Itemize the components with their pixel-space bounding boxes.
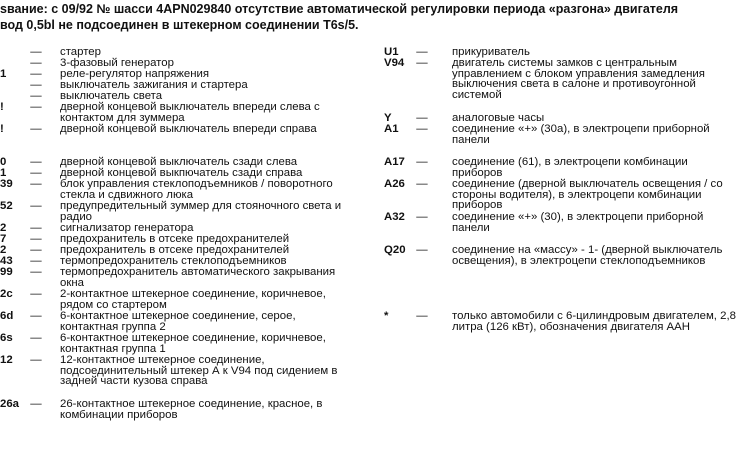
dash-separator: —	[30, 244, 42, 256]
dash-separator: —	[30, 222, 42, 234]
component-code: A17	[384, 156, 405, 168]
component-description: прикуриватель	[452, 46, 530, 58]
dash-separator: —	[30, 255, 42, 267]
component-description: дверной концевой выкпючатель сзади справа	[60, 167, 303, 179]
component-description: стартер	[60, 46, 101, 58]
dash-separator: —	[30, 200, 42, 212]
dash-separator: —	[30, 90, 42, 102]
dash-separator: —	[30, 354, 42, 366]
component-description: сигнализатор генератора	[60, 222, 194, 234]
component-description: 2-контактное штекерное соединение, коричневое, рядом со стартером	[60, 288, 326, 311]
component-code: 6s	[0, 332, 13, 344]
dash-separator: —	[30, 310, 42, 322]
component-code: 2	[0, 222, 7, 234]
component-description: блок управления стеклоподъемников / поворотного стекла и сдвижного люка	[60, 178, 333, 201]
component-description: дверной концевой выключатель впереди слева с контактом для зуммера	[60, 101, 320, 124]
dash-separator: —	[416, 156, 428, 168]
component-description: дверной концевой выключатель впереди справа	[60, 123, 317, 135]
dash-separator: —	[30, 233, 42, 245]
dash-separator: —	[30, 57, 42, 69]
component-code: 43	[0, 255, 13, 267]
dash-separator: —	[30, 398, 42, 410]
component-description: 26-контактное штекерное соединение, красное, в комбинации приборов	[60, 398, 323, 421]
component-code: 12	[0, 354, 13, 366]
dash-separator: —	[30, 123, 42, 135]
component-code: 2c	[0, 288, 13, 300]
component-code: 52	[0, 200, 13, 212]
component-code: *	[384, 310, 389, 322]
component-description: 6-контактное штекерное соединение, коричневое, контактная группа 1	[60, 332, 326, 355]
page-header	[0, 2, 678, 33]
component-description: 6-контактное штекерное соединение, серое, контактная группа 2	[60, 310, 296, 333]
component-code: U1	[384, 46, 399, 58]
dash-separator: —	[416, 178, 428, 190]
dash-separator: —	[30, 178, 42, 190]
component-code: Q20	[384, 244, 406, 256]
component-code: V94	[384, 57, 405, 69]
component-code: 6d	[0, 310, 14, 322]
component-description: реле-регулятор напряжения	[60, 68, 210, 80]
dash-separator: —	[416, 211, 428, 223]
header-line-2: вод 0,5bl не подсоединен в штекерном соединении T6s/5.	[0, 17, 359, 32]
dash-separator: —	[30, 46, 42, 58]
component-description: дверной концевой выключатель сзади слева	[60, 156, 298, 168]
component-code: A26	[384, 178, 405, 190]
component-description: выключатель зажигания и стартера	[60, 79, 248, 91]
component-code: !	[0, 123, 4, 135]
component-description: соединение на «массу» - 1- (дверной выключатель освещения), в электроцепи стеклоподъемников	[452, 244, 723, 267]
component-code: 26a	[0, 398, 20, 410]
dash-separator: —	[30, 167, 42, 179]
dash-separator: —	[30, 156, 42, 168]
component-description: аналоговые часы	[452, 112, 545, 124]
component-code: 1	[0, 68, 7, 80]
component-description: двигатель системы замков с центральным управлением с блоком управления замедления выключения света в салоне и противоугонной системой	[452, 57, 705, 101]
component-description: предупредительный зуммер для стояночного света и радио	[60, 200, 342, 223]
component-description: соединение «+» (30а), в электроцепи приборной панели	[452, 123, 710, 146]
dash-separator: —	[30, 266, 42, 278]
component-code: A32	[384, 211, 405, 223]
component-code: 0	[0, 156, 7, 168]
component-code: 99	[0, 266, 13, 278]
component-code: Y	[384, 112, 392, 124]
dash-separator: —	[30, 332, 42, 344]
dash-separator: —	[30, 101, 42, 113]
dash-separator: —	[416, 123, 428, 135]
dash-separator: —	[416, 310, 428, 322]
component-description: соединение «+» (30), в электроцепи приборной панели	[452, 211, 704, 234]
component-code: A1	[384, 123, 399, 135]
dash-separator: —	[416, 244, 428, 256]
dash-separator: —	[30, 68, 42, 80]
component-description: предохранитель в отсеке предохранителей	[60, 233, 290, 245]
component-code: 2	[0, 244, 7, 256]
component-description: выключатель света	[60, 90, 163, 102]
header-line-1: ѕвание: с 09/92 № шасси 4APN029840 отсутствие автоматической регулировки периода «разгона» двигателя	[0, 2, 679, 16]
component-code: 7	[0, 233, 7, 245]
component-description: соединение (дверной выключатель освещения / со стороны водителя), в электроцепи комбинации приборов	[452, 178, 723, 212]
component-code: !	[0, 101, 4, 113]
dash-separator: —	[30, 79, 42, 91]
dash-separator: —	[416, 46, 428, 58]
component-description: термопредохранитель автоматического закрывания окна	[60, 266, 336, 289]
component-description: 12-контактное штекерное соединение, подсоединительный штекер А к V94 под сидением в задней части кузова справа	[60, 354, 338, 388]
component-description: предохранитель в отсеке предохранителей	[60, 244, 290, 256]
component-code: 39	[0, 178, 13, 190]
component-description: 3-фазовый генератор	[60, 57, 174, 69]
component-code: 1	[0, 167, 7, 179]
dash-separator: —	[30, 288, 42, 300]
dash-separator: —	[416, 57, 428, 69]
dash-separator: —	[416, 112, 428, 124]
component-description: термопредохранитель стеклоподъемников	[60, 255, 287, 267]
component-description: только автомобили с 6-цилиндровым двигателем, 2,8 литра (126 кВт), обозначения двигателя AAH	[452, 310, 736, 333]
component-description: соединение (61), в электроцепи комбинации приборов	[452, 156, 688, 179]
